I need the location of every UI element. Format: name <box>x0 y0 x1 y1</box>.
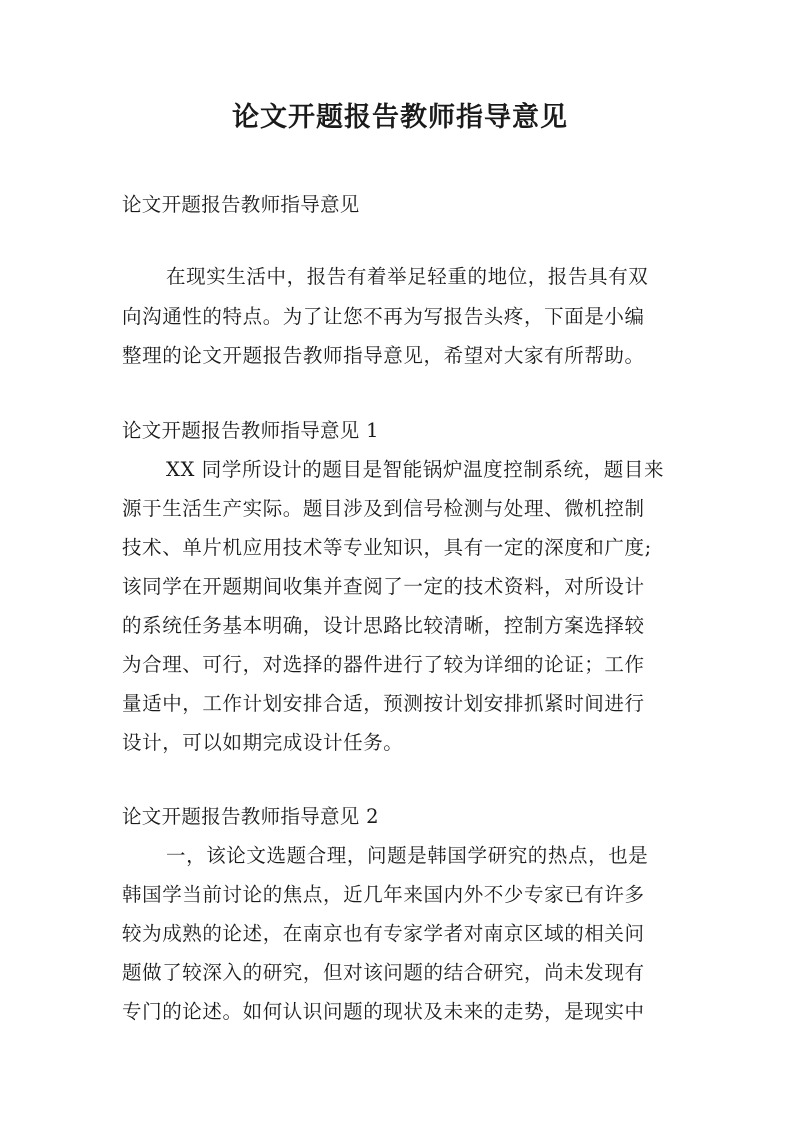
section-2-line: 题做了较深入的研究，但对该问题的结合研究，尚未发现有 <box>122 961 645 984</box>
intro-paragraph-line: 整理的论文开题报告教师指导意见，希望对大家有所帮助。 <box>122 344 645 367</box>
section-1-line: 的系统任务基本明确，设计思路比较清晰，控制方案选择较 <box>122 614 645 637</box>
section-2-line: 一，该论文选题合理，问题是韩国学研究的热点，也是 <box>166 844 649 867</box>
section-1-line: 设计，可以如期完成设计任务。 <box>122 731 404 754</box>
subtitle-heading: 论文开题报告教师指导意见 <box>122 193 360 216</box>
section-2-heading: 论文开题报告教师指导意见 2 <box>122 805 379 828</box>
section-1-line: 量适中，工作计划安排合适，预测按计划安排抓紧时间进行 <box>122 692 645 715</box>
section-2-line: 较为成熟的论述，在南京也有专家学者对南京区域的相关问 <box>122 922 645 945</box>
section-1-line: 为合理、可行，对选择的器件进行了较为详细的论证；工作 <box>122 653 645 676</box>
section-2-line: 韩国学当前讨论的焦点，近几年来国内外不少专家已有许多 <box>122 883 645 906</box>
section-1-line: 源于生活生产实际。题目涉及到信号检测与处理、微机控制 <box>122 497 645 520</box>
section-1-line: XX 同学所设计的题目是智能锅炉温度控制系统，题目来 <box>166 458 665 481</box>
section-2-line: 专门的论述。如何认识问题的现状及未来的走势，是现实中 <box>122 1000 645 1023</box>
intro-paragraph-line: 在现实生活中，报告有着举足轻重的地位，报告具有双 <box>166 265 649 288</box>
section-1-line: 技术、单片机应用技术等专业知识，具有一定的深度和广度; <box>122 536 652 559</box>
section-1-line: 该同学在开题期间收集并查阅了一定的技术资料，对所设计 <box>122 575 645 598</box>
section-1-heading: 论文开题报告教师指导意见 1 <box>122 419 379 442</box>
intro-paragraph-line: 向沟通性的特点。为了让您不再为写报告头疼，下面是小编 <box>122 305 645 328</box>
document-title: 论文开题报告教师指导意见 <box>232 102 568 133</box>
